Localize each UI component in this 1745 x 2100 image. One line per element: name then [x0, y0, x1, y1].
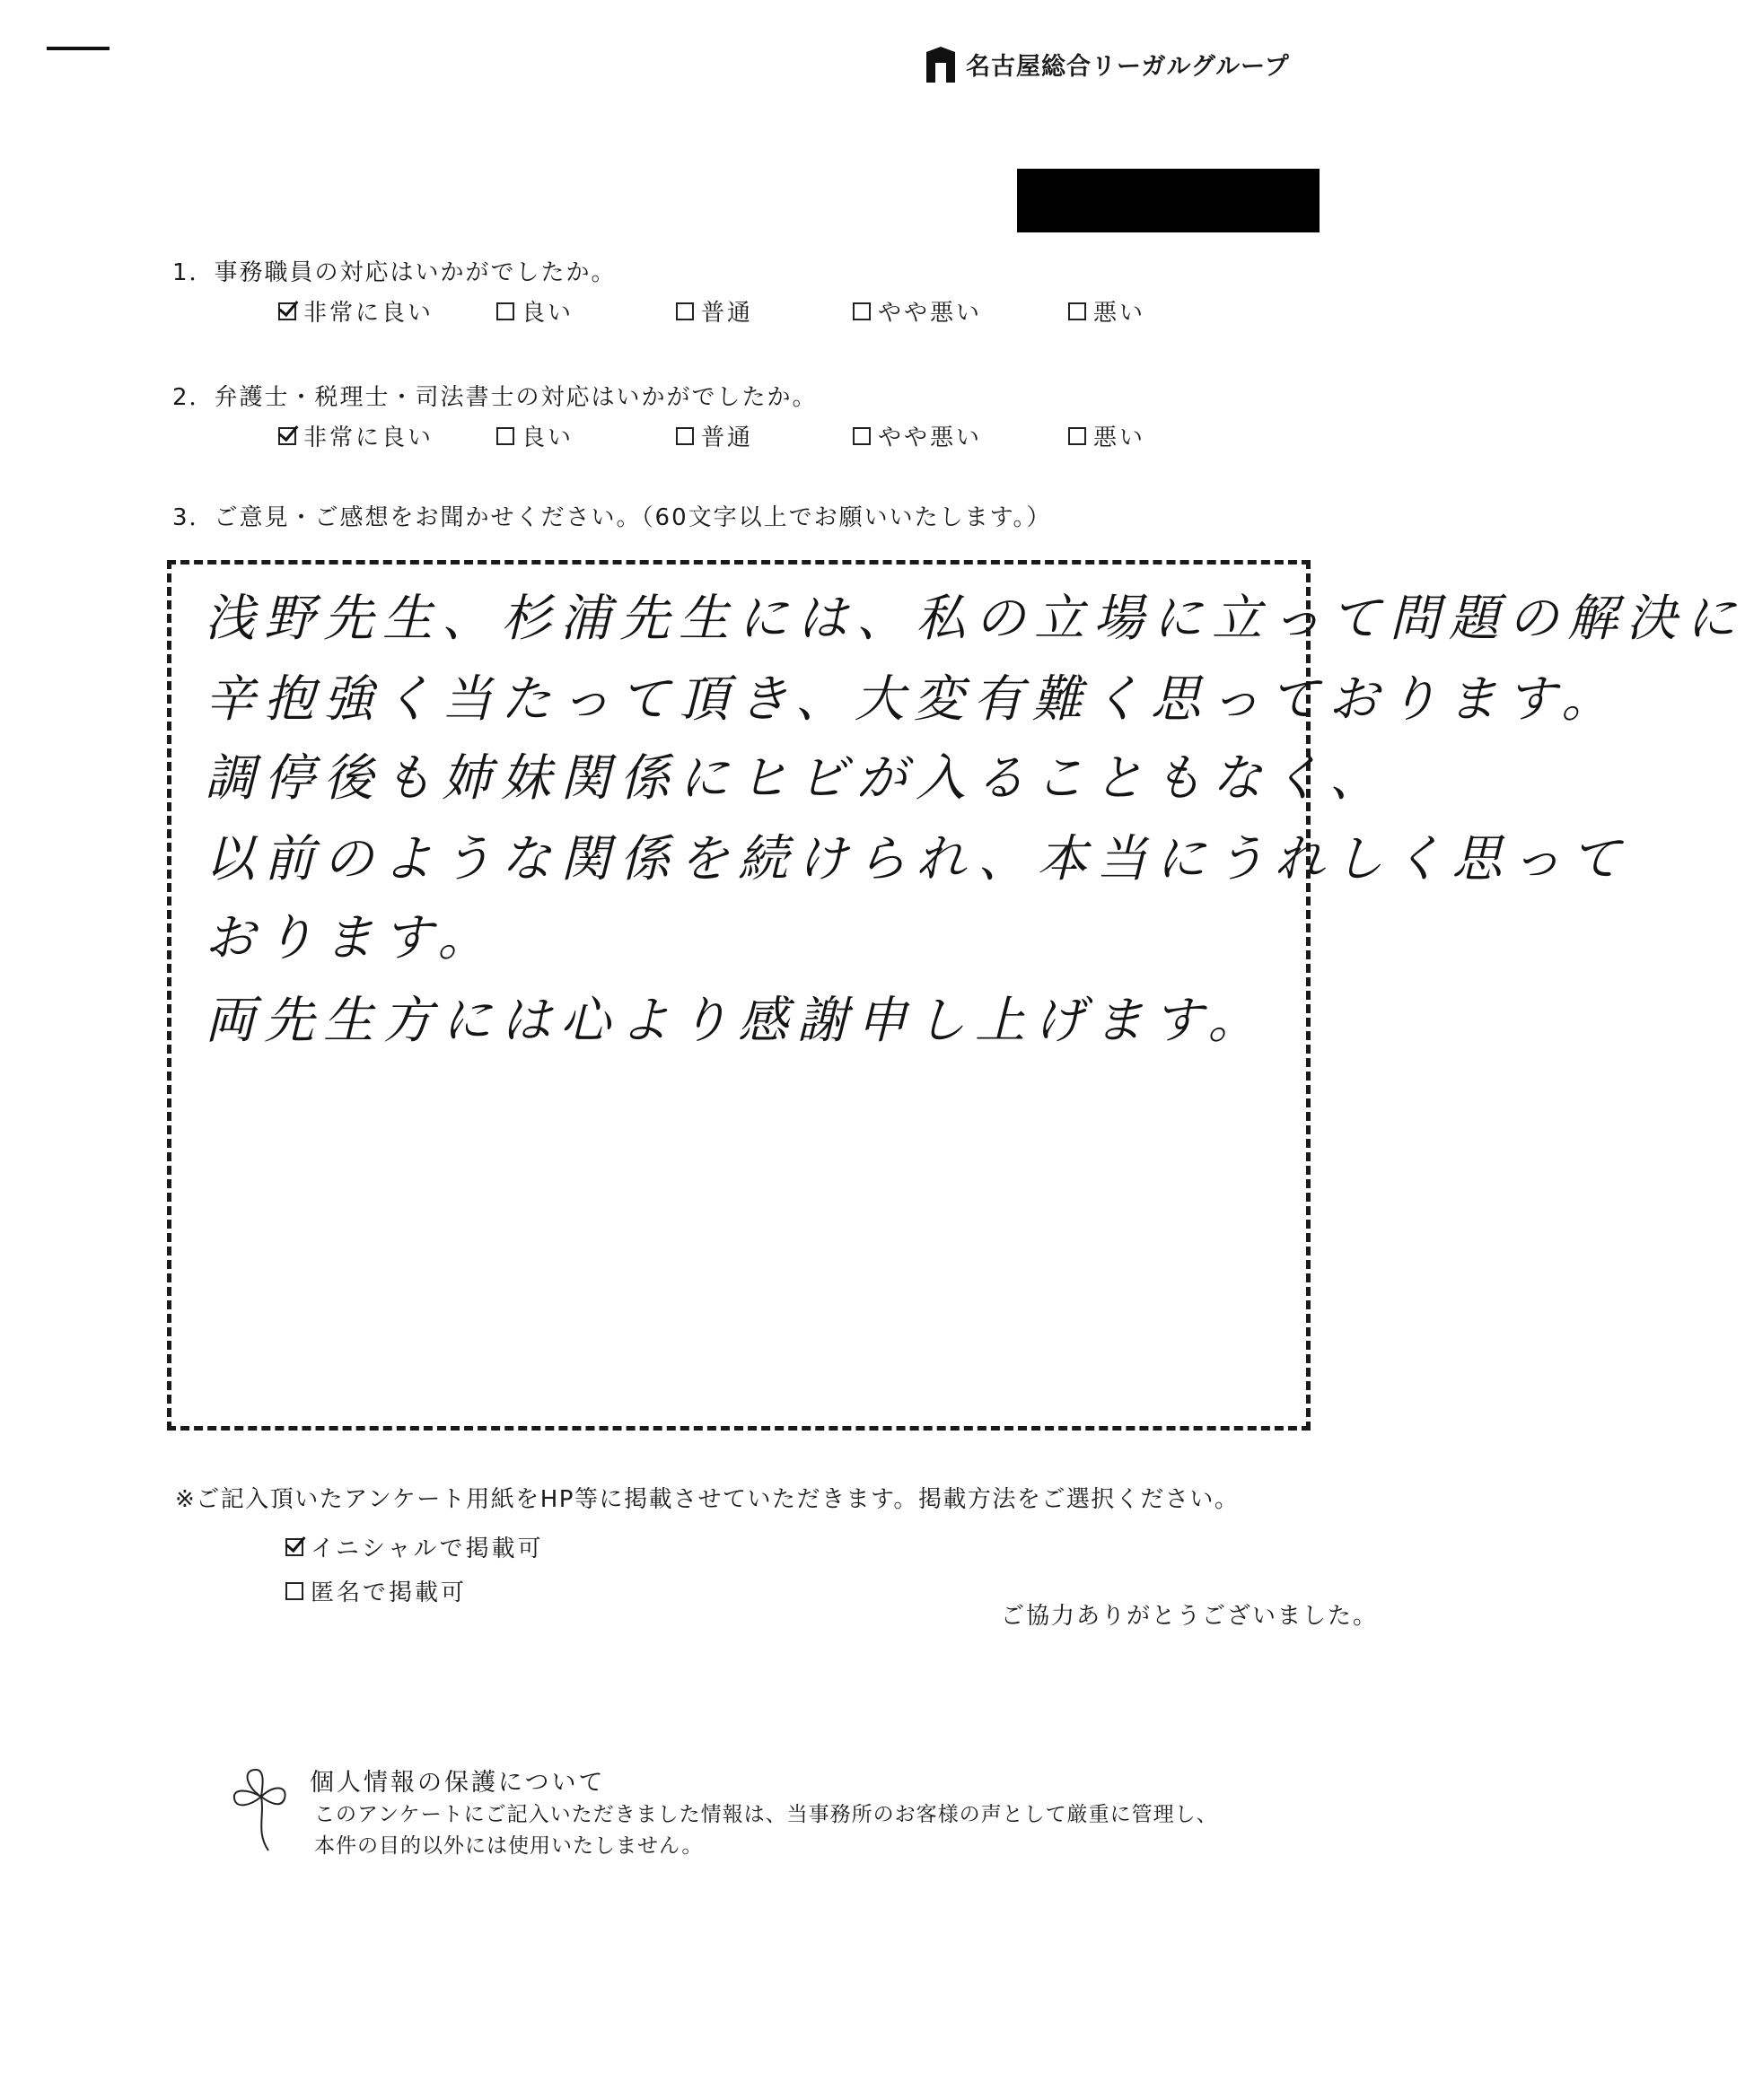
comment-line: 両先生方には心より感謝申し上げます。	[205, 992, 1267, 1050]
comment-line: 辛抱強く当たって頂き、大変有難く思っております。	[205, 670, 1621, 729]
q1-option-very-good[interactable]: 非常に良い	[278, 294, 434, 328]
checkbox-checked-icon[interactable]	[278, 302, 296, 320]
privacy-body-line-2: 本件の目的以外には使用いたしません。	[314, 1834, 704, 1858]
comment-line: 浅野先生、杉浦先生には、私の立場に立って問題の解決に	[205, 590, 1745, 648]
q1-option-good[interactable]: 良い	[496, 294, 574, 328]
q2-option-good[interactable]: 良い	[496, 419, 574, 452]
clover-icon	[229, 1761, 294, 1858]
checkbox-icon[interactable]	[496, 302, 514, 320]
closing-message: ご協力ありがとうございました。	[1001, 1603, 1379, 1630]
checkbox-icon[interactable]	[853, 427, 871, 445]
checkbox-checked-icon[interactable]	[285, 1538, 303, 1556]
checkbox-icon[interactable]	[496, 427, 514, 445]
question-3-label: 3．ご意見・ご感想をお聞かせください。（60文字以上でお願いいたします。）	[172, 504, 1052, 531]
checkbox-icon[interactable]	[676, 302, 694, 320]
checkbox-icon[interactable]	[676, 427, 694, 445]
q1-option-bad[interactable]: 悪い	[1068, 294, 1145, 328]
checkbox-icon[interactable]	[1068, 302, 1086, 320]
q2-option-average[interactable]: 普通	[676, 419, 753, 452]
publication-notice: ※ご記入頂いたアンケート用紙をHP等に掲載させていただきます。掲載方法をご選択ください。	[175, 1486, 1240, 1513]
question-1-label: 1．事務職員の対応はいかがでしたか。	[172, 259, 617, 286]
publication-option-initials[interactable]: イニシャルで掲載可	[285, 1530, 543, 1563]
q2-option-bad[interactable]: 悪い	[1068, 419, 1145, 452]
question-2-options	[278, 419, 1194, 455]
comment-line: 以前のような関係を続けられ、本当にうれしく思って	[205, 830, 1630, 888]
q2-option-somewhat-bad[interactable]: やや悪い	[853, 419, 982, 452]
redaction-block	[1017, 169, 1320, 232]
checkbox-checked-icon[interactable]	[278, 427, 296, 445]
checkbox-icon[interactable]	[853, 302, 871, 320]
checkbox-icon[interactable]	[285, 1582, 303, 1600]
privacy-title: 個人情報の保護について	[310, 1769, 606, 1797]
privacy-body-line-1: このアンケートにご記入いただきました情報は、当事務所のお客様の声として厳重に管理し、	[314, 1803, 1218, 1826]
brand-name: 名古屋総合リーガルグループ	[966, 52, 1290, 81]
question-1-options	[278, 294, 1194, 330]
comment-line: 調停後も姉妹関係にヒビが入ることもなく、	[205, 749, 1389, 808]
brand-logo	[925, 45, 1290, 83]
q1-option-somewhat-bad[interactable]: やや悪い	[853, 294, 982, 328]
publication-option-anonymous[interactable]: 匿名で掲載可	[285, 1574, 467, 1607]
q1-option-average[interactable]: 普通	[676, 294, 753, 328]
building-logo-icon	[925, 45, 957, 83]
corner-mark	[47, 47, 110, 50]
question-2-label: 2．弁護士・税理士・司法書士の対応はいかがでしたか。	[172, 384, 818, 411]
q2-option-very-good[interactable]: 非常に良い	[278, 419, 434, 452]
comment-line: おります。	[205, 909, 497, 967]
checkbox-icon[interactable]	[1068, 427, 1086, 445]
